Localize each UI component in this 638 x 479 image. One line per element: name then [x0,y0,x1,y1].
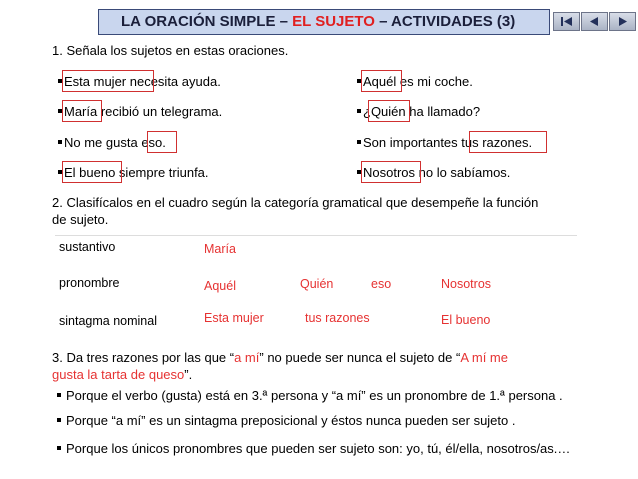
next-page-button[interactable] [609,12,636,31]
subject-box-esta-mujer [62,70,154,92]
sentence-left-3: No me gusta eso. [58,135,166,150]
reason-2: Porque “a mí” es un sintagma preposicional y éstos nunca pueden ser sujeto . [57,413,515,428]
sentence-right-1: Aquél es mi coche. [357,74,473,89]
title-part-1: LA ORACIÓN SIMPLE – [121,13,293,30]
reason-1: Porque el verbo (gusta) está en 3.ª persona y “a mí” es un pronombre de 1.ª persona . [57,388,563,403]
first-page-icon [554,13,579,30]
page-title [98,9,550,35]
category-pronombre: pronombre [59,276,120,290]
title-part-3: – ACTIVIDADES (3) [374,13,516,30]
answer-eso: eso [371,277,392,291]
exercise-3-instruction-line-2: gusta la tarta de queso”. [52,367,193,382]
answer-esta-mujer: Esta mujer [204,311,264,325]
answer-nosotros: Nosotros [441,277,492,291]
sentence-left-1: Esta mujer necesita ayuda. [58,74,221,89]
previous-page-button[interactable] [581,12,608,31]
category-sustantivo: sustantivo [59,240,116,254]
answer-el-bueno: El bueno [441,313,491,327]
reason-3: Porque los únicos pronombres que pueden ser sujeto son: yo, tú, él/ella, nosotros/as.… [57,441,570,456]
answer-maria: María [204,242,236,256]
sentence-right-3: Son importantes tus razones. [357,135,532,150]
sentence-left-2: María recibió un telegrama. [58,104,222,119]
previous-page-icon [582,13,607,30]
sentence-left-4: El bueno siempre triunfa. [58,165,209,180]
subject-box-el-bueno [62,161,122,183]
subject-box-tus-razones [469,131,547,153]
subject-box-quien [368,100,410,122]
exercise-1-instruction: 1. Señala los sujetos en estas oraciones. [52,43,289,58]
sentence-right-2: ¿Quién ha llamado? [357,104,480,119]
subject-box-nosotros [361,161,421,183]
exercise-2-instruction-line-1: 2. Clasifícalos en el cuadro según la categoría gramatical que desempeñe la función [52,195,539,210]
category-sintagma-nominal: sintagma nominal [59,314,157,328]
answer-tus-razones: tus razones [305,311,370,325]
next-page-icon [610,13,635,30]
exercise-2-instruction-line-2: de sujeto. [52,212,109,227]
sentence-right-4: Nosotros no lo sabíamos. [357,165,510,180]
answer-aquel: Aquél [204,279,236,293]
first-page-button[interactable] [553,12,580,31]
subject-box-eso [147,131,177,153]
title-highlight: EL SUJETO [292,13,375,30]
answer-quien: Quién [300,277,334,291]
exercise-3-instruction-line-1: 3. Da tres razones por las que “a mí” no puede ser nunca el sujeto de “A mí me [52,350,508,365]
subject-box-maria [62,100,102,122]
subject-box-aquel [361,70,402,92]
